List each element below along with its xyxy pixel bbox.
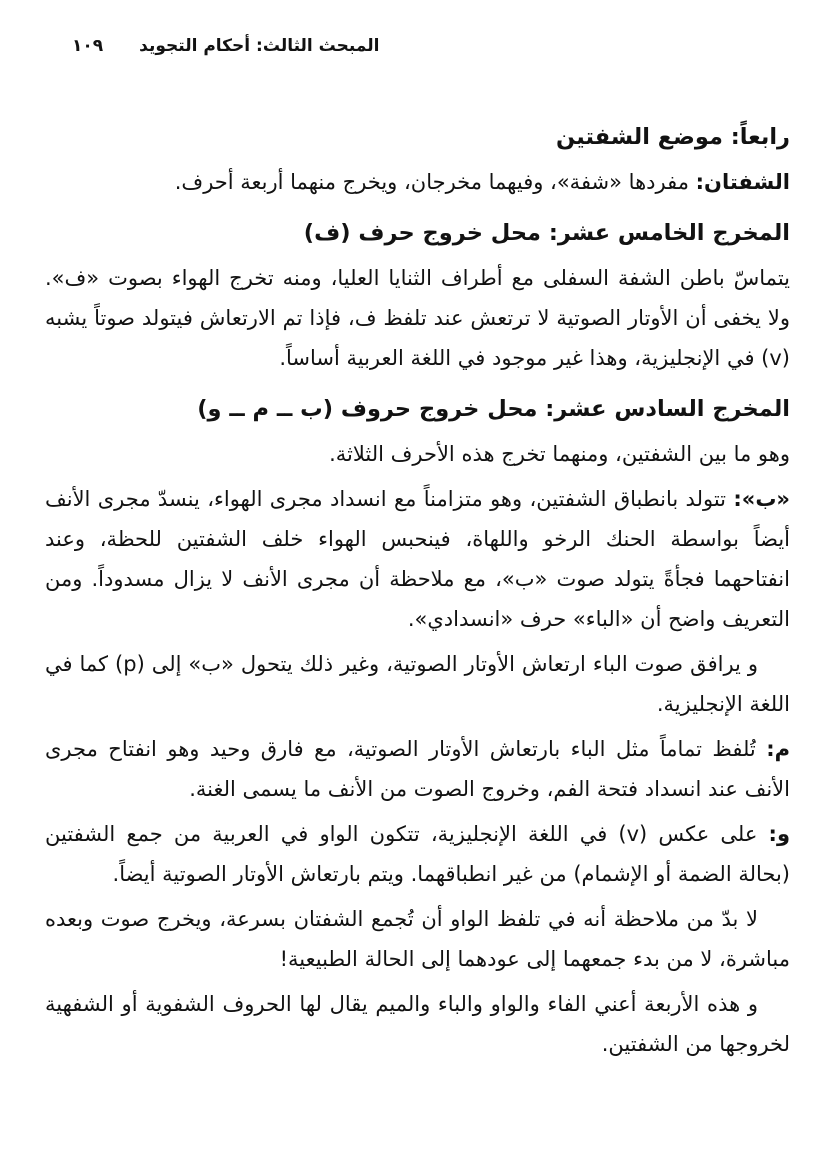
page-number: ١٠٩	[72, 36, 104, 56]
paragraph-letter-meem	[45, 729, 790, 809]
paragraph-labial-letters-summary: و هذه الأربعة أعني الفاء والواو والباء والميم يقال لها الحروف الشفوية أو الشفهية لخروجها من الشفتين.	[45, 992, 790, 1056]
paragraph-ba-voicing: و يرافق صوت الباء ارتعاش الأوتار الصوتية، وغير ذلك يتحول «ب» إلى (p) كما في اللغة الإنجليزية.	[45, 652, 790, 716]
paragraph-waw-note: لا بدّ من ملاحظة أنه في تلفظ الواو أن تُجمع الشفتان بسرعة، ويخرج صوت وبعده مباشرة، لا من بدء جمعهما إلى عودهما إلى الحالة الطبيعية!	[45, 907, 790, 971]
page-header	[72, 36, 379, 56]
paragraph-text: تُلفظ تماماً مثل الباء بارتعاش الأوتار الصوتية، مع فارق وحيد وهو انفتاح مجرى الأنف عند انسداد فتحة الفم، وخروج الصوت من الأنف ما يسمى الغنة.	[45, 737, 790, 801]
section-heading-lips-position: رابعاً: موضع الشفتين	[556, 124, 790, 150]
section-heading-makhraj-16: المخرج السادس عشر: محل خروج حروف (ب ــ م ــ و)	[197, 396, 790, 422]
paragraph-lead-lips: الشفتان:	[695, 170, 790, 194]
paragraph-letter-ba	[45, 479, 790, 639]
paragraph-makhraj-16-intro: وهو ما بين الشفتين، ومنهما تخرج هذه الأحرف الثلاثة.	[329, 442, 790, 466]
paragraph-lead-meem: م:	[766, 737, 790, 761]
paragraph-lead-ba: «ب»:	[733, 487, 790, 511]
chapter-title: المبحث الثالث: أحكام التجويد	[139, 36, 380, 56]
paragraph-lips-definition	[45, 162, 790, 202]
section-heading-makhraj-15: المخرج الخامس عشر: محل خروج حرف (ف)	[303, 220, 790, 246]
paragraph-lead-waw: و:	[768, 822, 790, 846]
page-content	[45, 116, 790, 1069]
paragraph-text: تتولد بانطباق الشفتين، وهو متزامناً مع انسداد مجرى الهواء، ينسدّ مجرى الأنف أيضاً بواسطة الحنك الرخو واللهاة، فينحبس الهواء خلف الشفتين للحظة، وعند انفتاحهما فجأةً يتولد صوت «ب»، مع ملاحظة أن مجرى الأنف لا يزال مسدوداً. ومن التعريف واضح أن «الباء» حرف «انسدادي».	[45, 487, 790, 631]
paragraph-text: مفردها «شفة»، وفيهما مخرجان، ويخرج منهما أربعة أحرف.	[174, 170, 696, 194]
paragraph-text: على عكس (v) في اللغة الإنجليزية، تتكون الواو في العربية من جمع الشفتين (بحالة الضمة أو الإشمام) من غير انطباقهما. ويتم بارتعاش الأوتار الصوتية أيضاً.	[45, 822, 790, 886]
paragraph-makhraj-15-body: يتماسّ باطن الشفة السفلى مع أطراف الثنايا العليا، ومنه تخرج الهواء بصوت «ف». ولا يخفى أن الأوتار الصوتية لا ترتعش عند تلفظ ف، فإذا تم الارتعاش فيتولد صوتاً يشبه (v) في الإنجليزية، وهذا غير موجود في اللغة العربية أساساً.	[45, 266, 790, 370]
paragraph-letter-waw	[45, 814, 790, 894]
